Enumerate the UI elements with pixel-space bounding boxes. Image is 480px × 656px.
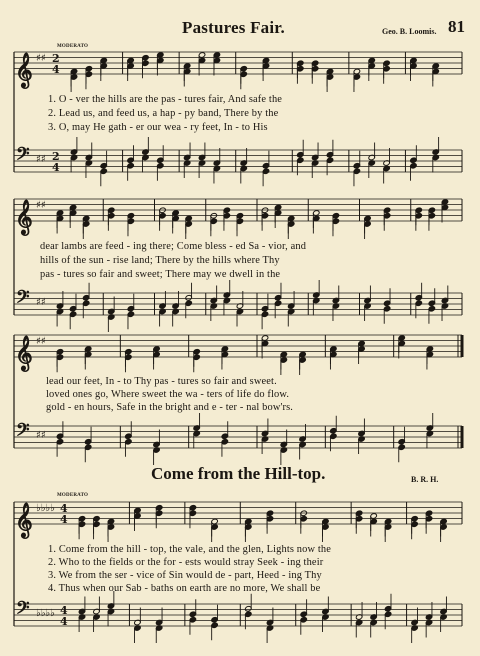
time-signature: 4 bbox=[60, 615, 68, 628]
lyric-line: 3. We from the ser - vice of Sin would de - part, Heed - ing Thy bbox=[48, 570, 322, 581]
lyric-line: dear lambs are feed - ing there; Come bless - ed Sa - vior, and bbox=[40, 241, 307, 252]
key-signature-icon: ♯♯ bbox=[36, 336, 46, 347]
tempo-marking: MODERATO bbox=[57, 44, 89, 49]
time-signature: 4 bbox=[60, 502, 68, 515]
lyric-line: 3. O, may He gath - er our wea - ry feet, In - to His bbox=[48, 122, 268, 133]
lyric-line: 1. O - ver the hills are the pas - tures fair, And safe the bbox=[48, 94, 283, 105]
lyric-line: 2. Lead us, and feed us, a hap - py band, There by the bbox=[48, 108, 279, 119]
key-signature-icon: ♯♯ bbox=[36, 53, 46, 64]
bass-clef-icon: 𝄢 bbox=[16, 597, 30, 622]
hymn-title-come-from-the-hilltop: Come from the Hill-top. bbox=[151, 464, 326, 483]
key-signature-icon: ♯♯ bbox=[36, 297, 46, 308]
key-signature-icon: ♯♯ bbox=[36, 154, 46, 165]
time-signature: 4 bbox=[60, 604, 68, 617]
lyric-line: 2. Who to the fields or the for - ests would stray Seek - ing their bbox=[48, 557, 324, 568]
lyric-line: gold - en hours, Safe in the bright and e - ter - nal bow'rs. bbox=[46, 402, 294, 413]
lyric-line: hills of the sun - rise land; There by the hills where Thy bbox=[40, 255, 280, 266]
hymn-title-pastures-fair: Pastures Fair. bbox=[182, 18, 285, 37]
time-signature: 4 bbox=[52, 161, 60, 174]
key-signature-icon: ♯♯ bbox=[36, 200, 46, 211]
lyric-line: 4. Thus when our Sab - baths on earth are no more, We shall be bbox=[48, 583, 321, 594]
bass-clef-icon: 𝄢 bbox=[16, 143, 30, 168]
tempo-marking: MODERATO bbox=[57, 493, 89, 498]
treble-clef-icon: 𝄞 bbox=[15, 336, 33, 371]
bass-clef-icon: 𝄢 bbox=[16, 286, 30, 311]
time-signature: 2 bbox=[52, 52, 60, 65]
key-signature-icon: ♭♭♭♭ bbox=[36, 608, 55, 619]
key-signature-icon: ♭♭♭♭ bbox=[36, 503, 55, 514]
composer-credit: B. R. H. bbox=[411, 475, 439, 484]
time-signature: 4 bbox=[60, 513, 68, 526]
treble-clef-icon: 𝄞 bbox=[15, 503, 33, 538]
lyric-line: 1. Come from the hill - top, the vale, and the glen, Lights now the bbox=[48, 544, 332, 555]
bass-clef-icon: 𝄢 bbox=[16, 419, 30, 444]
treble-clef-icon: 𝄞 bbox=[15, 200, 33, 235]
lyric-line: loved ones go, Where sweet the wa - ters of life do flow. bbox=[46, 389, 290, 400]
lyric-line: pas - tures so fair and sweet; There may we dwell in the bbox=[40, 269, 281, 280]
page-number: 81 bbox=[448, 17, 465, 36]
key-signature-icon: ♯♯ bbox=[36, 430, 46, 441]
composer-credit: Geo. B. Loomis. bbox=[382, 27, 437, 36]
treble-clef-icon: 𝄞 bbox=[15, 53, 33, 88]
time-signature: 4 bbox=[52, 63, 60, 76]
lyric-line: lead our feet, In - to Thy pas - tures so fair and sweet. bbox=[46, 376, 277, 387]
time-signature: 2 bbox=[52, 150, 60, 163]
